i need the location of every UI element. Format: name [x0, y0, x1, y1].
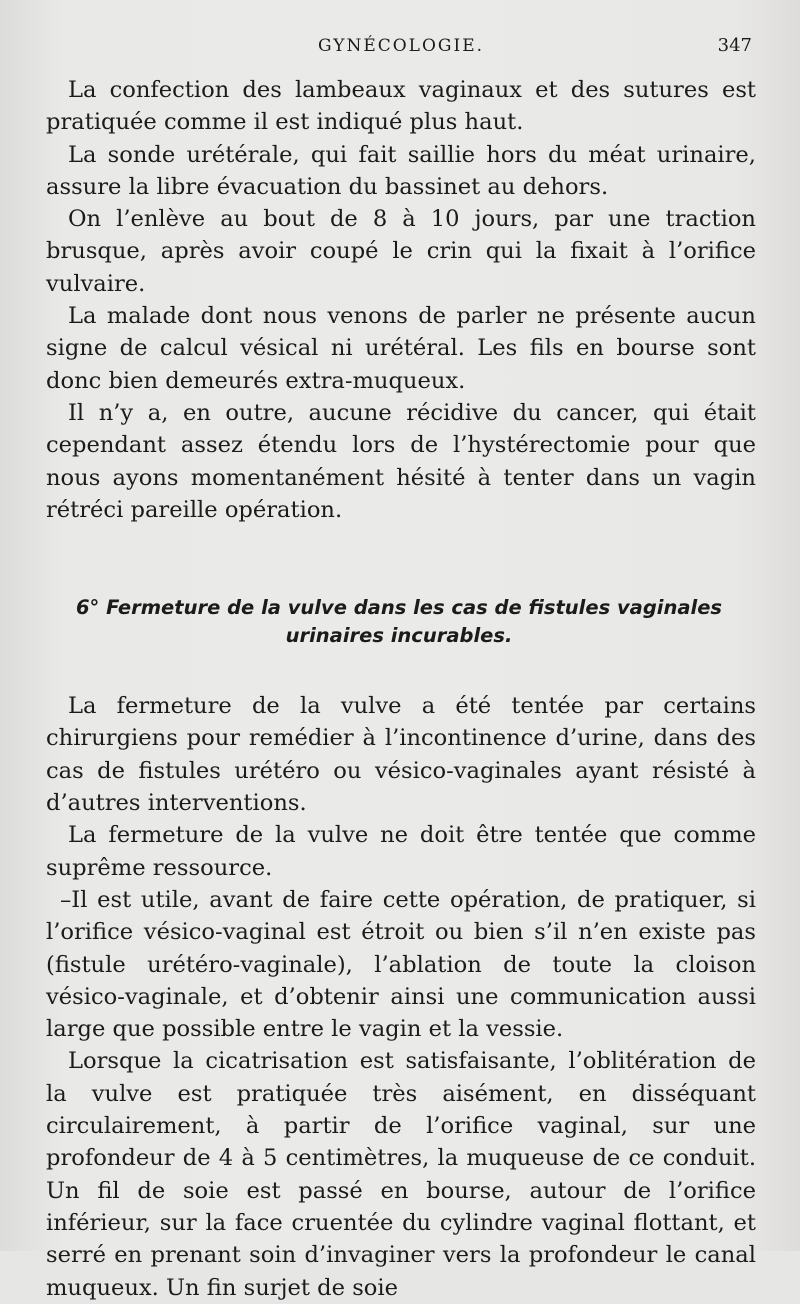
paragraph: La sonde urétérale, qui fait saillie hors du méat urinaire, assure la libre évacuation du bassinet au dehors. — [46, 141, 756, 200]
section-title-line-1: 6° Fermeture de la vulve dans les cas de fistules vaginales — [75, 596, 723, 620]
paragraph: Il n’y a, en outre, aucune récidive du cancer, qui était cependant assez étendu lors de l’hystérectomie pour que nous ayons momentanément hésité à tenter dans un vagin rétréci pareille opération. — [46, 399, 756, 523]
paragraph: La fermeture de la vulve ne doit être tentée que comme suprême ressource. — [46, 822, 756, 881]
running-head: GYNÉCOLOGIE. — [317, 36, 485, 56]
paragraph: La fermeture de la vulve a été tentée par certains chirurgiens pour remédier à l’incontinence d’urine, dans des cas de fistules urétéro ou vésico-vaginales ayant résisté à d’autres interventions. — [46, 693, 756, 817]
section-title-line-2: urinaires incurables. — [285, 624, 513, 648]
paragraph: Lorsque la cicatrisation est satisfaisante, l’oblitération de la vulve est pratiquée très aisément, en disséquant circulairement, à partir de l’orifice vaginal, sur une profondeur de 4 à 5 centimètres, la muqueuse de ce conduit. Un fil de soie est passé en bourse, autour de l’orifice inférieur, sur la face cruentée du cylindre vaginal flottant, et serré en prenant soin d’invaginer vers la profondeur le canal muqueux. Un fin surjet de soie — [46, 1048, 756, 1301]
page-number: 347 — [717, 35, 752, 56]
page-header — [48, 36, 754, 56]
paragraph: –Il est utile, avant de faire cette opération, de pratiquer, si l’orifice vésico-vaginal est étroit ou bien s’il n’en existe pas (fistule urétéro-vaginale), l’ablation de toute la cloison vésico-vaginale, et d’obtenir ainsi une communication aussi large que possible entre le vagin et la vessie. — [46, 886, 756, 1043]
paragraph: On l’enlève au bout de 8 à 10 jours, par une traction brusque, après avoir coupé le crin qui la fixait à l’orifice vulvaire. — [46, 206, 756, 297]
paragraph: La malade dont nous venons de parler ne présente aucun signe de calcul vésical ni urétéral. Les fils en bourse sont donc bien demeurés extra-muqueux. — [46, 303, 756, 394]
paragraph: La confection des lambeaux vaginaux et des sutures est pratiquée comme il est indiqué plus haut. — [46, 77, 756, 136]
section-heading — [46, 594, 756, 650]
body-text — [46, 74, 756, 1304]
